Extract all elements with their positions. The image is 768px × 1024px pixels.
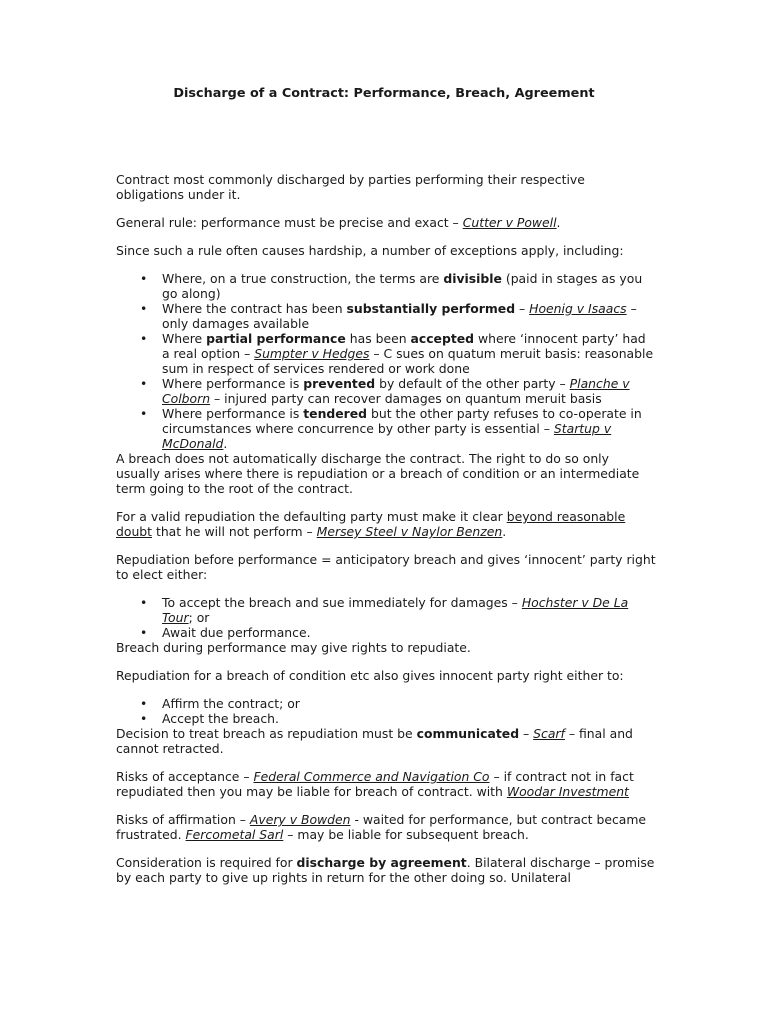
list-item: • Where, on a true construction, the terms are divisible (paid in stages as you go along) (116, 271, 656, 301)
list-item: • Where performance is prevented by default of the other party – Planche v Colborn – injured party can recover damages on quantum meruit basis (116, 376, 656, 406)
paragraph-exceptions-intro: Since such a rule often causes hardship, a number of exceptions apply, including: (116, 243, 624, 258)
case-link: Scarf (533, 726, 565, 741)
case-link: Federal Commerce and Navigation Co (253, 769, 490, 784)
paragraph-condition-breach: Repudiation for a breach of condition etc also gives innocent party right either to: (116, 668, 624, 683)
paragraph-communicated: Decision to treat breach as repudiation must be communicated – Scarf – final and cannot retracted. (116, 726, 633, 756)
paragraph-risks-affirmation: Risks of affirmation – Avery v Bowden - waited for performance, but contract became frustrated. Fercometal Sarl – may be liable for subsequent breach. (116, 812, 647, 842)
exceptions-list (116, 271, 656, 451)
list-item: • Accept the breach. (116, 711, 656, 726)
paragraph-breach: A breach does not automatically discharge the contract. The right to do so only usually arises where there is repudiation or a breach of condition or an intermediate term going to the root of the contract. (116, 451, 640, 496)
case-link: Hoenig v Isaacs (529, 301, 627, 316)
case-link: Cutter v Powell (462, 215, 557, 230)
paragraph-anticipatory: Repudiation before performance = anticipatory breach and gives ‘innocent’ party right to elect either: (116, 552, 656, 582)
list-item: • Where partial performance has been accepted where ‘innocent party’ had a real option – Sumpter v Hedges – C sues on quatum meruit basis: reasonable sum in respect of services rendered or work done (116, 331, 656, 376)
paragraph-general-rule: General rule: performance must be precise and exact – Cutter v Powell. (116, 215, 561, 230)
case-link: Woodar Investment (506, 784, 629, 799)
paragraph-repudiation: For a valid repudiation the defaulting party must make it clear beyond reasonable doubt that he will not perform – Mersey Steel v Naylor Benzen. (116, 509, 626, 539)
case-link: Fercometal Sarl (185, 827, 284, 842)
election-list (116, 595, 656, 640)
document-title: Discharge of a Contract: Performance, Breach, Agreement (173, 86, 595, 101)
case-link: Sumpter v Hedges (254, 346, 370, 361)
list-item: • Await due performance. (116, 625, 656, 640)
list-item: • Where performance is tendered but the other party refuses to co-operate in circumstances where concurrence by other party is essential – Startup v McDonald. (116, 406, 656, 451)
list-item: • To accept the breach and sue immediately for damages – Hochster v De La Tour; or (116, 595, 656, 625)
case-link: Planche v Colborn (162, 376, 630, 406)
case-link: Startup v McDonald (162, 421, 612, 451)
list-item: • Where the contract has been substantially performed – Hoenig v Isaacs – only damages available (116, 301, 656, 331)
rights-list (116, 696, 656, 726)
list-item: • Affirm the contract; or (116, 696, 656, 711)
paragraph-intro: Contract most commonly discharged by parties performing their respective obligations under it. (116, 172, 585, 202)
paragraph-agreement: Consideration is required for discharge by agreement. Bilateral discharge – promise by each party to give up rights in return for the other doing so. Unilateral (116, 855, 655, 885)
case-link: Mersey Steel v Naylor Benzen (316, 524, 503, 539)
case-link: Hochster v De La Tour (162, 595, 629, 625)
paragraph-risks-acceptance: Risks of acceptance – Federal Commerce and Navigation Co – if contract not in fact repudiated then you may be liable for breach of contract. with Woodar Investment (116, 769, 634, 799)
document-body (116, 172, 656, 898)
paragraph-during-performance: Breach during performance may give rights to repudiate. (116, 640, 471, 655)
case-link: Avery v Bowden (249, 812, 351, 827)
